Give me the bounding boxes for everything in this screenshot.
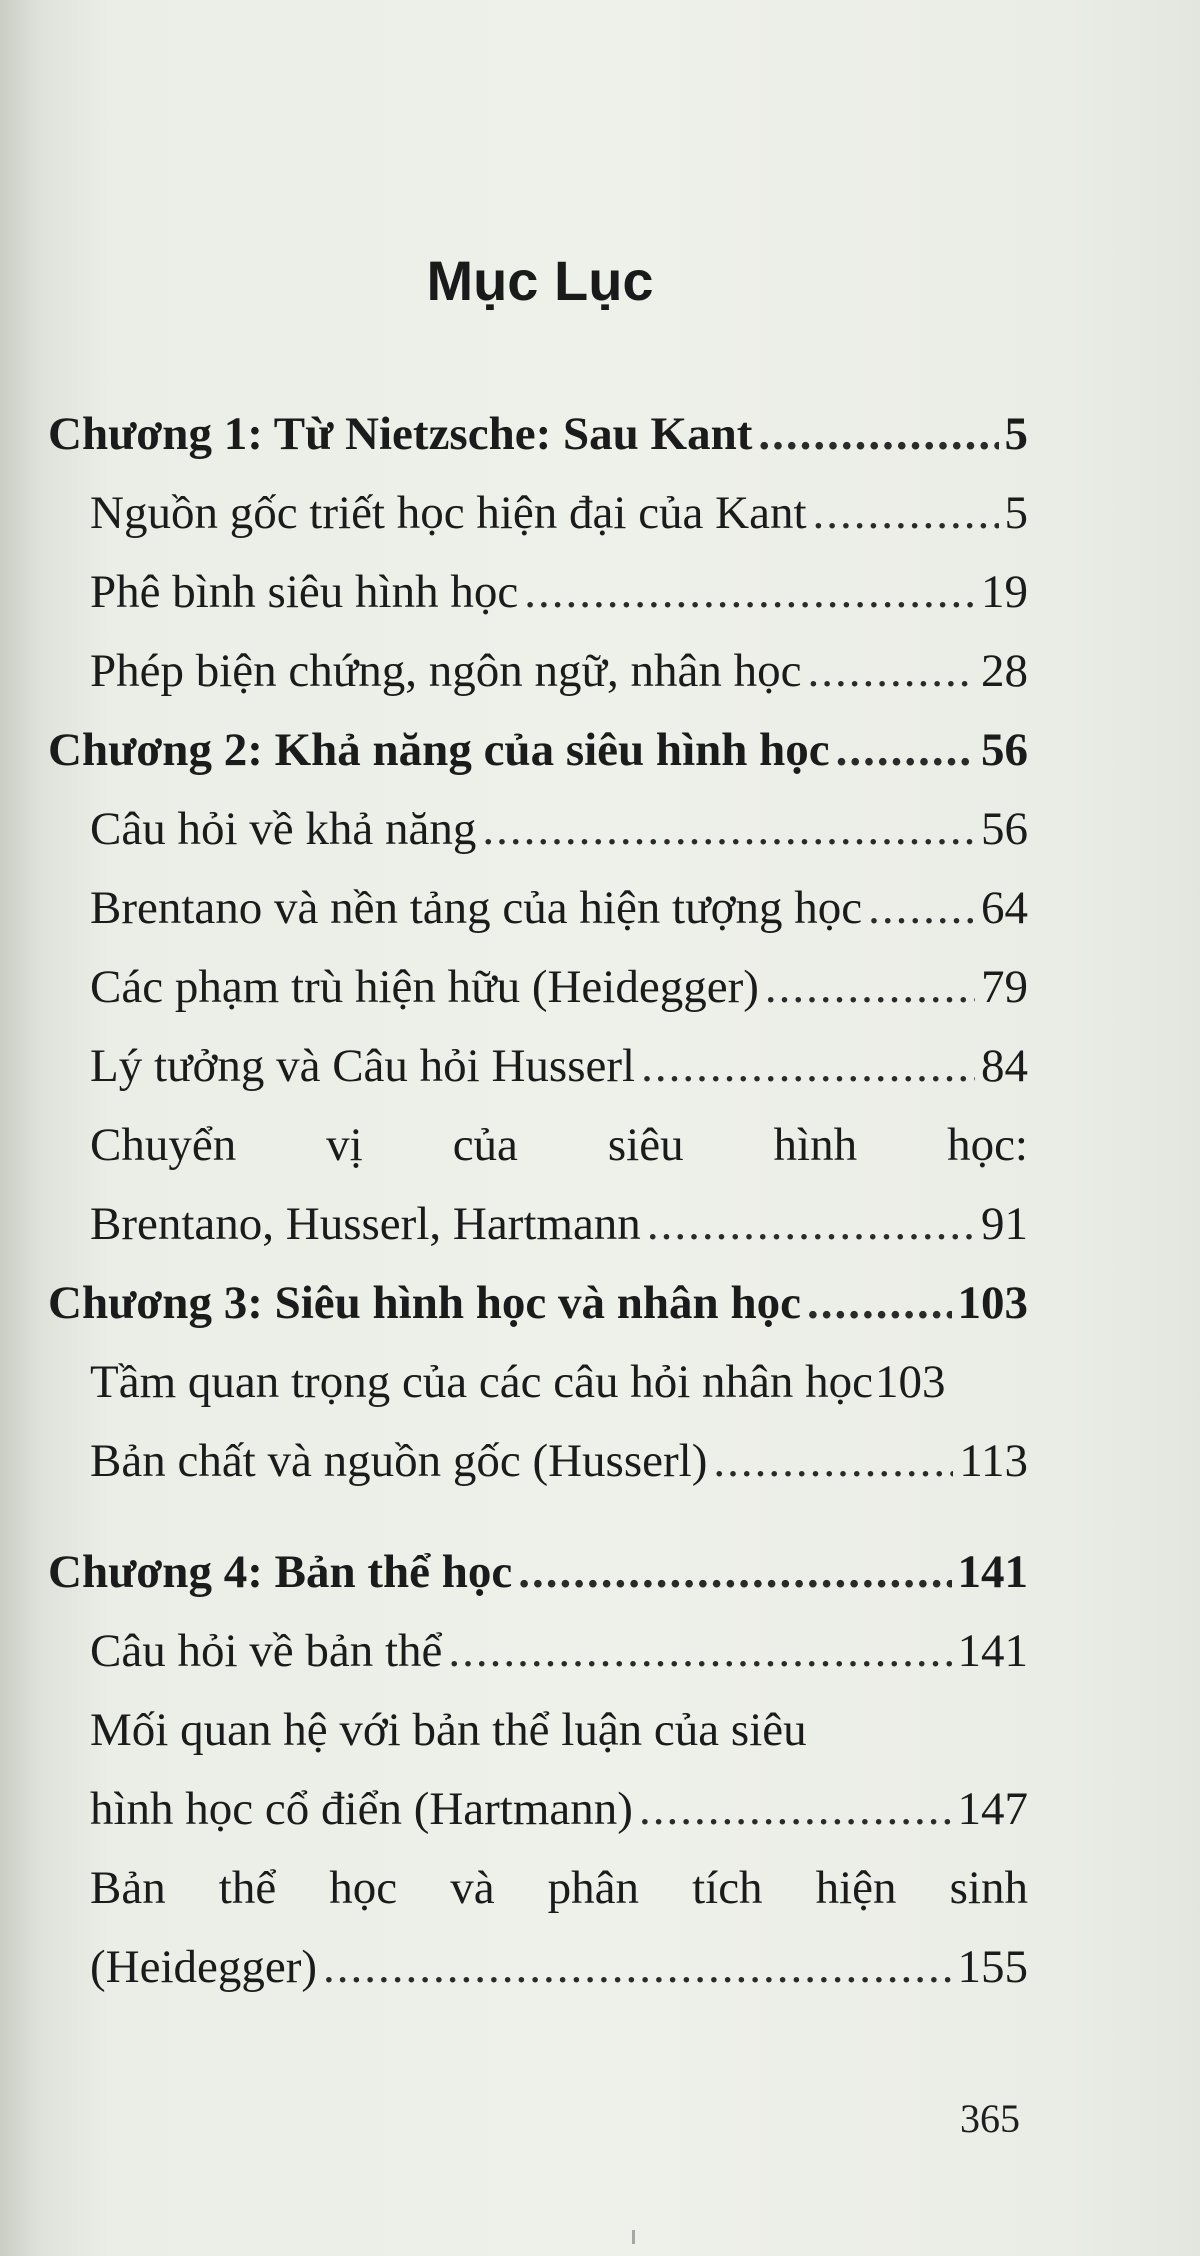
- toc-page-number: 141: [957, 1625, 1028, 1677]
- toc-section-4-2-line2[interactable]: [48, 1770, 1028, 1849]
- toc-page-number: 56: [981, 724, 1028, 776]
- toc-section-2-4[interactable]: [48, 1027, 1028, 1106]
- toc-entry-word: của: [452, 1119, 518, 1171]
- toc-entry-word: tích: [692, 1862, 763, 1914]
- toc-section-2-5-line1[interactable]: [48, 1106, 1028, 1185]
- toc-page-number: 147: [957, 1783, 1028, 1835]
- toc-entry-word: hình: [773, 1119, 858, 1171]
- toc-entry-label: hình học cổ điển (Hartmann): [90, 1783, 633, 1835]
- toc-entry-word: sinh: [949, 1862, 1028, 1914]
- toc-entry-label: Chương 4: Bản thể học: [48, 1546, 513, 1598]
- dot-leader: [758, 395, 998, 474]
- toc-chapter-1[interactable]: [48, 395, 1028, 474]
- dot-leader: [807, 1264, 952, 1343]
- spacer: [48, 1501, 1028, 1533]
- toc-entry-label: Lý tưởng và Câu hỏi Husserl: [90, 1040, 636, 1092]
- dot-leader: [713, 1422, 953, 1501]
- dot-leader: [323, 1928, 951, 2007]
- toc-entry-word: hiện: [815, 1862, 897, 1914]
- toc-entry-label: Brentano và nền tảng của hiện tượng học: [90, 882, 863, 934]
- dot-leader: [813, 474, 999, 553]
- toc-section-3-1[interactable]: [48, 1343, 1028, 1422]
- toc-entry-label: Bản chất và nguồn gốc (Husserl): [90, 1435, 708, 1487]
- toc-entry-label: Câu hỏi về khả năng: [90, 803, 477, 855]
- toc-section-1-1[interactable]: [48, 474, 1028, 553]
- toc-entry-word: học:: [947, 1119, 1028, 1171]
- page-edge-shadow: [1060, 0, 1200, 2256]
- toc-entry-word: Chuyển: [90, 1119, 237, 1171]
- dot-leader: [836, 711, 975, 790]
- toc-page-number: 84: [981, 1040, 1028, 1092]
- toc-entry-label: Câu hỏi về bản thể: [90, 1625, 443, 1677]
- toc-entry-label: Tầm quan trọng của các câu hỏi nhân học: [90, 1356, 874, 1408]
- table-of-contents: [48, 395, 1028, 2007]
- page-number-footer: 365: [960, 2096, 1020, 2141]
- print-speck: [632, 2230, 635, 2244]
- toc-page-number: 113: [959, 1435, 1028, 1487]
- toc-section-3-2[interactable]: [48, 1422, 1028, 1501]
- dot-leader: [647, 1185, 975, 1264]
- toc-chapter-3[interactable]: [48, 1264, 1028, 1343]
- toc-entry-word: phân: [547, 1862, 640, 1914]
- toc-page-number: 64: [981, 882, 1028, 934]
- toc-page-number: 28: [981, 645, 1028, 697]
- toc-page-number: 103: [875, 1356, 946, 1408]
- toc-page-number: 5: [1004, 487, 1028, 539]
- dot-leader: [524, 553, 975, 632]
- toc-entry-label: (Heidegger): [90, 1941, 318, 1993]
- toc-entry-word: thể: [218, 1862, 277, 1914]
- toc-chapter-2[interactable]: [48, 711, 1028, 790]
- toc-section-4-2-line1[interactable]: [48, 1691, 1028, 1770]
- page-title: Mục Lục: [426, 249, 654, 312]
- toc-entry-label: Nguồn gốc triết học hiện đại của Kant: [90, 487, 807, 539]
- toc-entry-word: học: [329, 1862, 398, 1914]
- toc-entry-word: vị: [326, 1119, 363, 1171]
- toc-section-2-1[interactable]: [48, 790, 1028, 869]
- toc-page-number: 5: [1004, 408, 1028, 460]
- toc-page-number: 19: [981, 566, 1028, 618]
- dot-leader: [868, 869, 975, 948]
- dot-leader: [482, 790, 975, 869]
- toc-entry-label: Các phạm trù hiện hữu (Heidegger): [90, 961, 759, 1013]
- dot-leader: [518, 1533, 951, 1612]
- toc-entry-label: Chương 2: Khả năng của siêu hình học: [48, 724, 830, 776]
- dot-leader: [639, 1770, 952, 1849]
- toc-section-1-2[interactable]: [48, 553, 1028, 632]
- toc-page-number: 79: [981, 961, 1028, 1013]
- toc-section-1-3[interactable]: [48, 632, 1028, 711]
- toc-page-number: 141: [957, 1546, 1028, 1598]
- toc-section-4-3-line2[interactable]: [48, 1928, 1028, 2007]
- toc-entry-label: Phê bình siêu hình học: [90, 566, 519, 618]
- toc-section-2-3[interactable]: [48, 948, 1028, 1027]
- toc-entry-word: siêu: [607, 1119, 684, 1171]
- toc-entry-label: Chương 1: Từ Nietzsche: Sau Kant: [48, 408, 753, 460]
- dot-leader: [765, 948, 975, 1027]
- dot-leader: [641, 1027, 975, 1106]
- toc-chapter-4[interactable]: [48, 1533, 1028, 1612]
- toc-page-number: 91: [981, 1198, 1028, 1250]
- toc-entry-word: Bản: [90, 1862, 166, 1914]
- toc-page-number: 56: [981, 803, 1028, 855]
- toc-entry-label: Brentano, Husserl, Hartmann: [90, 1198, 641, 1250]
- dot-leader: [448, 1612, 951, 1691]
- toc-section-4-1[interactable]: [48, 1612, 1028, 1691]
- toc-section-2-5-line2[interactable]: [48, 1185, 1028, 1264]
- toc-page-number: 155: [957, 1941, 1028, 1993]
- toc-entry-label: Chương 3: Siêu hình học và nhân học: [48, 1277, 801, 1329]
- toc-entry-label: Phép biện chứng, ngôn ngữ, nhân học: [90, 645, 802, 697]
- toc-entry-label: Mối quan hệ với bản thể luận của siêu: [90, 1704, 807, 1756]
- dot-leader: [807, 632, 975, 711]
- toc-section-2-2[interactable]: [48, 869, 1028, 948]
- toc-section-4-3-line1[interactable]: [48, 1849, 1028, 1928]
- toc-page-number: 103: [957, 1277, 1028, 1329]
- toc-entry-word: và: [450, 1862, 495, 1914]
